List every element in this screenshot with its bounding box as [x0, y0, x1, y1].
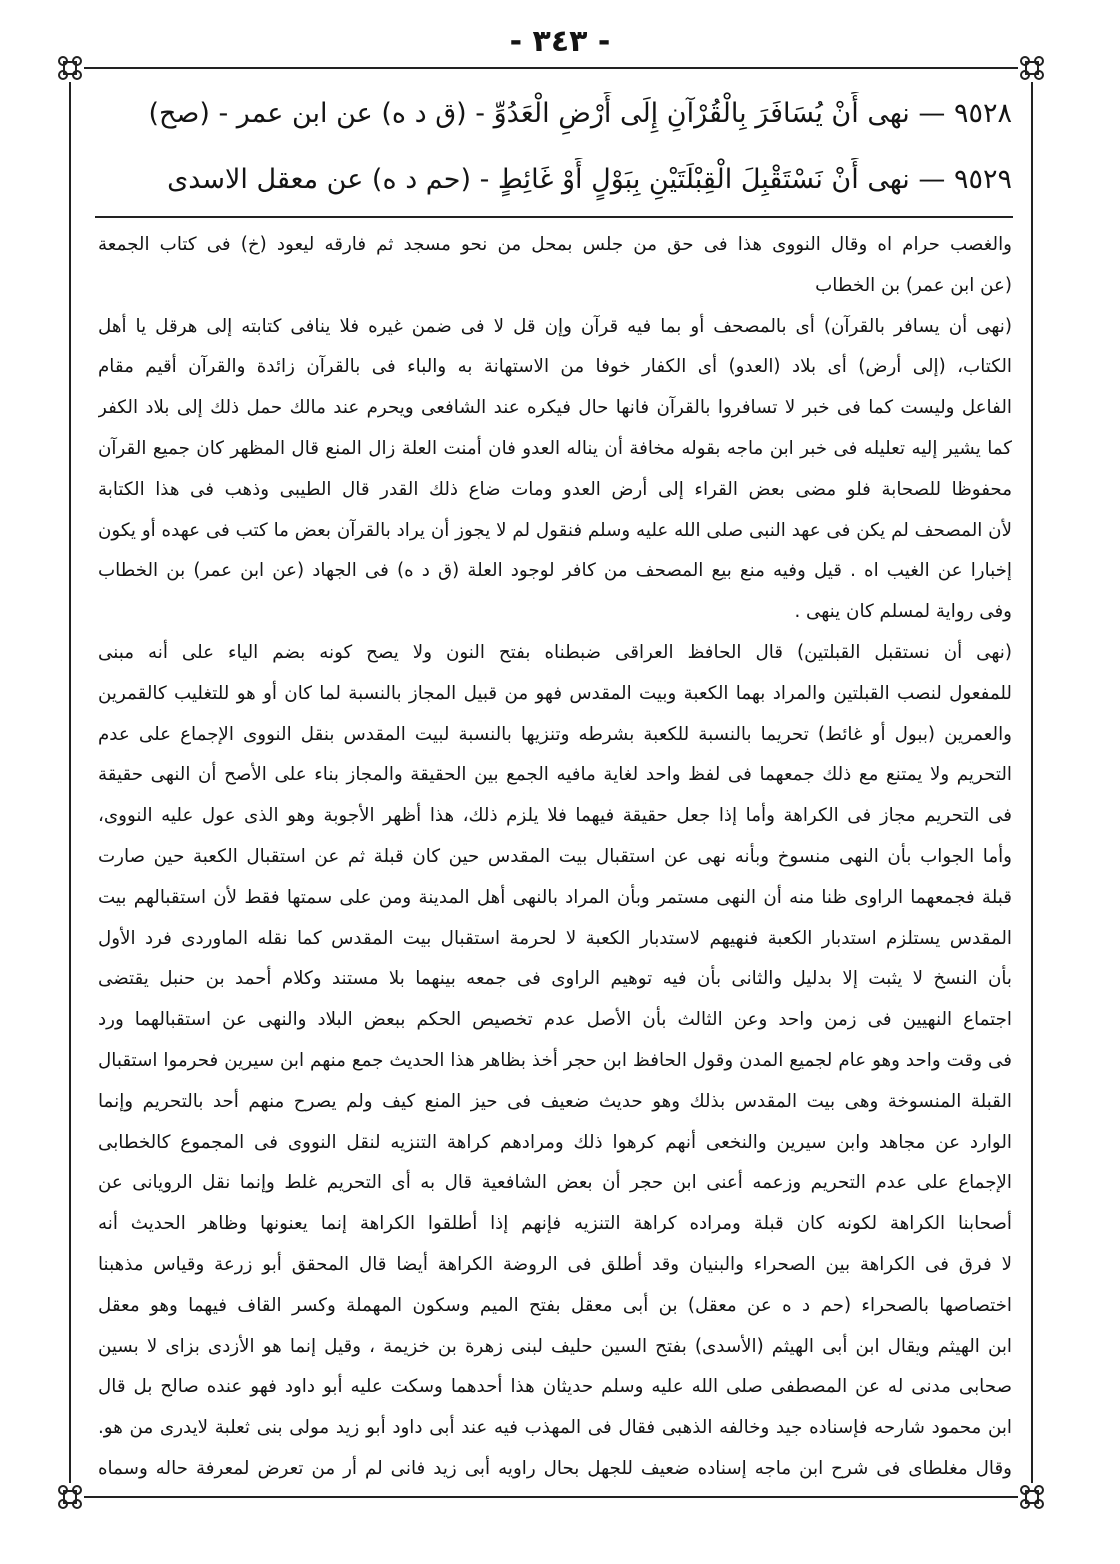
commentary-line: اختصاصها بالصحراء (حم د ه عن معقل) بن أبى معقل بفتح الميم وسكون المهملة وكسر القاف فيهما وهو معقل: [98, 1294, 1012, 1316]
hadith-reference: - (ق د ه) عن ابن عمر - (صح): [148, 98, 486, 129]
hadith-reference: - (حم د ه) عن معقل الاسدى: [167, 164, 490, 195]
commentary-line: فى وقت واحد وهو عام لجميع المدن وقول الحافظ ابن حجر أخذ بظاهر هذا الحديث جمع منهم ابن سيرين فحرموا استقبال: [98, 1049, 1012, 1071]
commentary-line: ابن الهيثم ويقال ابن أبى الهيثم (الأسدى) بفتح السين حليف لبنى زهرة بن خزيمة ، وقيل إنما هو الأزدى بزاى لا بسين: [98, 1335, 1012, 1357]
commentary-line: أصحابنا الكراهة لكونه كان قبلة ومراده كراهة التنزيه فإنهم إذا أطلقوا الكراهة إنما يعنونها وظاهر الحديث أنه: [98, 1213, 1012, 1235]
section-divider: [95, 216, 1013, 218]
commentary-line: محفوظا للصحابة فلو مضى بعض القراء إلى أرض العدو ومات ضاع ذلك القدر قال الطيبى وذهب فى هذا الكتابة: [98, 478, 1012, 500]
commentary-line: والغصب حرام اه وقال النووى هذا فى حق من جلس بمحل من نحو مسجد ثم فارقه ليعود (خ) فى كتاب الجمعة: [98, 234, 1012, 255]
commentary-line: الإجماع على عدم التحريم وزعمه أعنى ابن حجر أن بعض الشافعية قال به أى التحريم غلط وإنما نقل الرويانى عن: [98, 1172, 1012, 1194]
commentary-line: اجتماع النهيين فى زمن واحد وعن الثالث بأن الأصل عدم تخصيص الحكم ببعض البلاد والنهى عن استقبالهما ورد: [98, 1009, 1012, 1031]
commentary-line: (نهى أن يسافر بالقرآن) أى بالمصحف أو بما فيه قرآن وإن قل لا فى ضمن غيره فلا ينافى كتابته إلى هرقل يا أهل: [98, 315, 1012, 337]
commentary-line: ابن محمود شارحه فإسناده جيد وخالفه الذهبى فقال فى المهذب فيه عند أبى داود أبو زيد مولى بنى ثعلبة لايدرى من هو.: [98, 1417, 1012, 1439]
commentary-line: الفاعل وليست كما فى خبر لا تسافروا بالقرآن فانها حال فيكره عند الشافعى ويحرم عند مالك حمل ذلك إلى بلاد الكفر: [98, 397, 1012, 419]
commentary-line: وفى رواية لمسلم كان ينهى .: [794, 601, 1012, 623]
corner-ornament-icon: [56, 54, 84, 82]
commentary-line: كما يشير إليه تعليله فى خبر ابن ماجه بقوله مخافة أن يناله العدو فان أمنت العلة زال المنع قال المظهر كان جميع القرآن: [98, 437, 1012, 459]
hadith-text: نهى أَنْ يُسَافَرَ بِالْقُرْآنِ إِلَى أَرْضِ الْعَدُوِّ: [493, 98, 910, 129]
frame-right-rule: [1031, 82, 1033, 1483]
hadith-list: [95, 92, 1012, 224]
commentary: [98, 225, 1012, 1490]
commentary-line: صحابى مدنى له عن المصطفى صلى الله عليه وسلم حديثان هذا أحدهما وسكت عليه أبو داود فهو عنده صالح بل قال: [98, 1376, 1012, 1398]
commentary-line: لا فرق فى الكراهة بين الصحراء والبنيان وقد أطلق فى الروضة الكراهة أيضا قال المحقق أبو زرعة وقياس مذهبنا: [98, 1253, 1012, 1275]
hadith-separator: —: [918, 98, 946, 129]
commentary-line: (عن ابن عمر) بن الخطاب: [815, 274, 1012, 296]
commentary-line: بأن النسخ لا يثبت إلا بدليل والثانى بأن فيه توهيم الراوى فى جمعه بينهما بلا مستند وكلام أحمد بن حنبل يقتضى: [98, 968, 1012, 990]
corner-ornament-icon: [1018, 1483, 1046, 1511]
hadith-entry: [95, 92, 1012, 158]
frame-bottom-rule: [84, 1496, 1018, 1498]
hadith-number: ٩٥٢٩: [953, 164, 1012, 195]
commentary-line: الوارد عن مجاهد وابن سيرين والنخعى أنهم كرهوا ذلك ومرادهم كراهة التنزيه لنقل النووى فى المجموع كالخطابى: [98, 1131, 1012, 1153]
frame-left-rule: [69, 82, 71, 1483]
frame-top-rule: [84, 67, 1018, 69]
commentary-line: إخبارا عن الغيب اه . قيل وفيه منع بيع المصحف من كافر لوجود العلة (ق د ه) فى الجهاد (عن ابن عمر) بن الخطاب: [98, 560, 1012, 582]
hadith-text: نهى أَنْ نَسْتَقْبِلَ الْقِبْلَتَيْنِ بِبَوْلٍ أَوْ غَائِطٍ: [497, 164, 910, 195]
commentary-line: فى التحريم مجاز فى الكراهة وأما إذا جعل حقيقة فيهما فلا يلزم ذلك، هذا أظهر الأجوبة وهو الذى عول عليه النووى،: [98, 805, 1012, 827]
commentary-line: قبلة فجمعهما الراوى ظنا منه أن النهى مستمر وبأن المراد بالنهى أهل المدينة ومن على سمتها فقط لأن استقبالهم بيت: [98, 886, 1012, 908]
hadith-number: ٩٥٢٨: [953, 98, 1012, 129]
commentary-line: الكتاب، (إلى أرض) أى بلاد (العدو) أى الكفار خوفا من الاستهانة به والباء فى بالقرآن زائدة والقرآن أقيم مقام: [98, 356, 1012, 378]
commentary-line: وقال مغلطاى فى شرح ابن ماجه إسناده ضعيف للجهل بحال راويه أبى زيد فانى لم أر من تعرض لمعرفة حاله وسماه: [98, 1457, 1012, 1479]
hadith-entry: [95, 158, 1012, 224]
corner-ornament-icon: [1018, 54, 1046, 82]
corner-ornament-icon: [56, 1483, 84, 1511]
page-number: - ٣٤٣ -: [509, 24, 611, 59]
hadith-separator: —: [918, 164, 946, 195]
commentary-line: لأن المصحف لم يكن فى عهد النبى صلى الله عليه وسلم فنقول لم لا يجوز أن يراد بالقرآن بعض ما كتب فى عهده أو يكون: [98, 519, 1012, 541]
commentary-line: القبلة المنسوخة وهى بيت المقدس بذلك وهو حديث ضعيف فى حيز المنع كيف ولم يصرح منهم أحد بالتحريم وإنما: [98, 1090, 1012, 1112]
commentary-line: والعمرين (ببول أو غائط) تحريما بالنسبة للكعبة بشرطه وتنزيها بالنسبة لبيت المقدس بنقل النووى الإجماع على عدم: [98, 723, 1012, 745]
commentary-line: وأما الجواب بأن النهى منسوخ وبأنه نهى عن استقبال بيت المقدس حين كان قبلة ثم عن استقبال الكعبة حين صارت: [98, 845, 1012, 867]
commentary-line: التحريم ولا يمتنع مع ذلك جمعهما فى لفظ واحد لغاية مافيه الجمع بين الحقيقة والمجاز بناء على الأصح أن النهى حقيقة: [98, 764, 1012, 786]
commentary-line: المقدس يستلزم استدبار الكعبة فنهيهم لاستدبار الكعبة لا لحرمة استقبال بيت المقدس كما نقله الماوردى فرد الأول: [98, 927, 1012, 949]
commentary-line: للمفعول لنصب القبلتين والمراد بهما الكعبة وبيت المقدس فهو من قبيل المجاز بالنسبة لما كان أو هو للتغليب كالقمرين: [98, 682, 1012, 704]
commentary-line: (نهى أن نستقبل القبلتين) قال الحافظ العراقى ضبطناه بفتح النون ولا يصح كونه بضم الياء على أنه مبنى: [98, 641, 1012, 663]
